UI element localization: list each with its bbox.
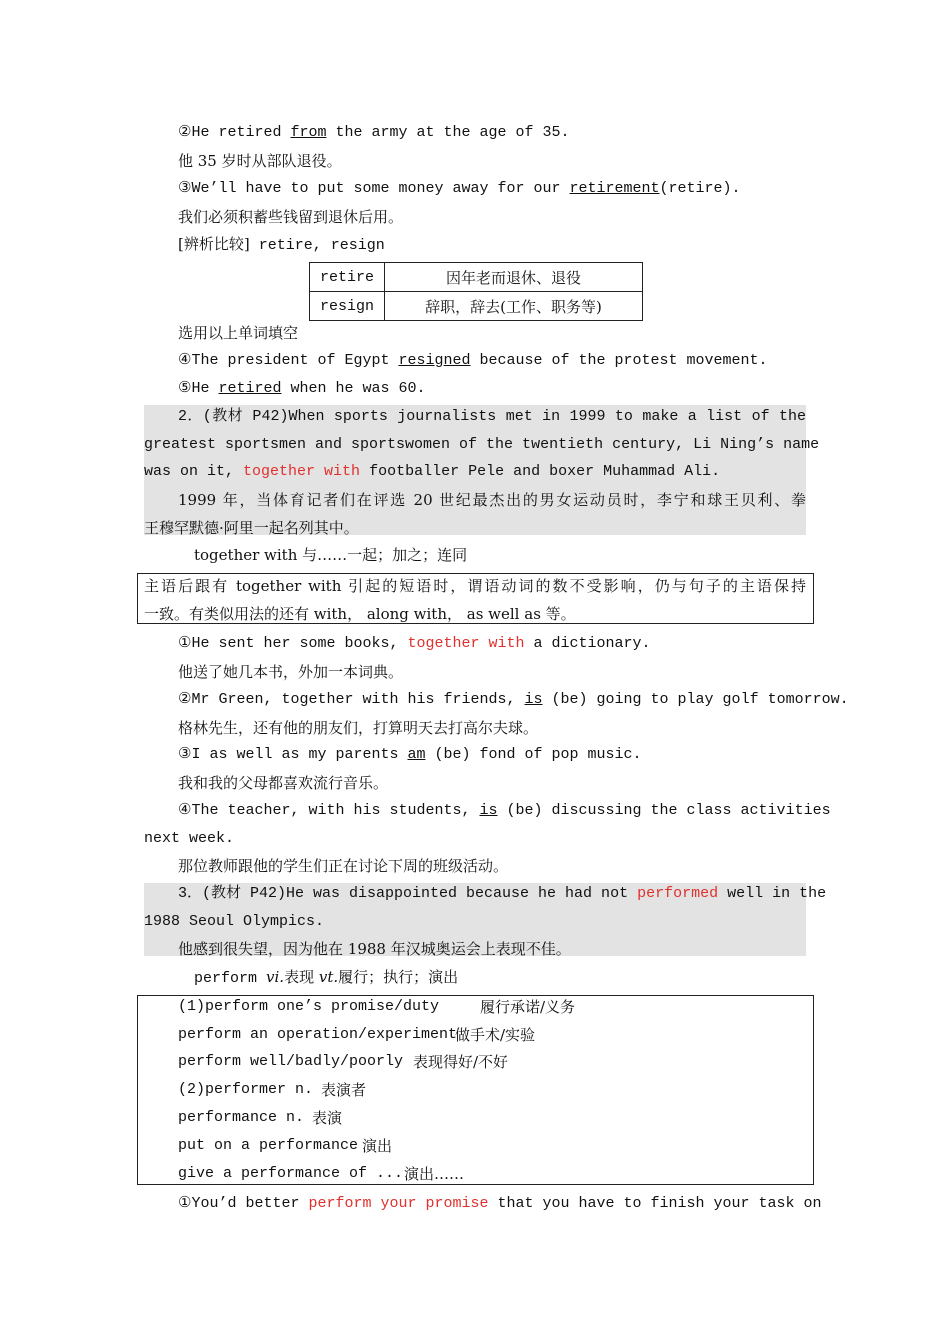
example-sentence: ①He sent her some books, together with a dictionary. [178,635,651,652]
key-phrase: together with [243,463,361,480]
phrase-entry: put on a performance [178,1137,359,1154]
example-sentence: ③We’ll have to put some money away for our retirement(retire). [178,180,741,197]
table-cell-word: retire [310,263,385,292]
definition: perform vi.表现 vt.履行；执行；演出 [194,968,459,987]
text-excerpt: 3．(教材 P42)He was disappointed because he had not performed well in the [178,885,827,902]
key-phrase: together with [407,635,525,652]
table-cell-word: resign [310,292,385,321]
example-sentence: ④The president of Egypt resigned because of the protest movement. [178,352,768,369]
answer-blank: is [524,691,543,708]
answer-blank: retirement [569,180,660,197]
translation: 那位教师跟他的学生们正在讨论下周的班级活动。 [178,857,509,875]
example-sentence: ②Mr Green, together with his friends, is (be) going to play golf tomorrow. [178,691,849,708]
text-excerpt: 1988 Seoul Olympics. [144,913,325,930]
note-text: 主语后跟有 together with 引起的短语时，谓语动词的数不受影响，仍与句子的主语保持 [144,577,806,595]
phrase-meaning: 表演 [312,1109,343,1127]
phrase-meaning: 表演者 [321,1081,367,1099]
phrase-meaning: 表现得好/不好 [413,1053,509,1071]
phrase-meaning: 做手术/实验 [455,1026,536,1044]
translation: 王穆罕默德·阿里一起名列其中。 [144,519,359,537]
phrase-meaning: 演出 [362,1137,393,1155]
example-sentence: ⑤He retired when he was 60. [178,380,426,397]
answer-blank: is [479,802,498,819]
phrase-meaning: 演出…… [404,1165,465,1183]
text-excerpt: was on it, together with footballer Pele and boxer Muhammad Ali. [144,463,721,480]
answer-blank: resigned [398,352,471,369]
phrase-entry: (2)performer n. [178,1081,314,1098]
compare-heading: [辨析比较] retire, resign [178,235,385,254]
example-sentence: ①You’d better perform your promise that you have to finish your task on [178,1195,822,1212]
table-row [310,292,643,321]
translation: 他感到很失望，因为他在 1988 年汉城奥运会上表现不佳。 [178,940,571,958]
answer-blank: retired [218,380,282,397]
example-sentence: ②He retired from the army at the age of 35. [178,124,570,141]
table-cell-meaning: 因年老而退休、退役 [385,263,643,292]
phrase-entry: perform an operation/experiment [178,1026,458,1043]
answer-blank: from [290,124,327,141]
phrase-entry: performance n. [178,1109,305,1126]
key-phrase: performed [637,885,719,902]
example-sentence: ④The teacher, with his students, is (be) discussing the class activities [178,802,831,819]
phrase-entry: perform well/badly/poorly [178,1053,404,1070]
text-excerpt: 2．(教材 P42)When sports journalists met in 1999 to make a list of the [178,408,806,425]
example-sentence: ③I as well as my parents am (be) fond of pop music. [178,746,642,763]
example-sentence: next week. [144,830,235,847]
phrase-entry: give a performance of ... [178,1165,404,1182]
answer-blank: am [407,746,426,763]
table-cell-meaning: 辞职，辞去(工作、职务等) [385,292,643,321]
translation: 我和我的父母都喜欢流行音乐。 [178,774,389,792]
phrase-meaning: 履行承诺/义务 [480,998,576,1016]
definition: together with 与……一起；加之；连同 [194,546,468,564]
translation: 他送了她几本书，外加一本词典。 [178,663,404,681]
phrase-entry: (1)perform one’s promise/duty [178,998,440,1015]
instruction: 选用以上单词填空 [178,324,299,342]
note-text: 一致。有类似用法的还有 with， along with， as well as 等。 [144,605,576,623]
translation: 格林先生，还有他的朋友们，打算明天去打高尔夫球。 [178,719,539,737]
translation: 1999 年，当体育记者们在评选 20 世纪最杰出的男女运动员时，李宁和球王贝利、拳 [178,491,806,509]
translation: 他 35 岁时从部队退役。 [178,152,342,170]
comparison-table [309,262,643,321]
table-row [310,263,643,292]
text-excerpt: greatest sportsmen and sportswomen of the twentieth century, Li Ning’s name [144,436,820,453]
translation: 我们必须积蓄些钱留到退休后用。 [178,208,404,226]
key-phrase: perform your promise [308,1195,489,1212]
